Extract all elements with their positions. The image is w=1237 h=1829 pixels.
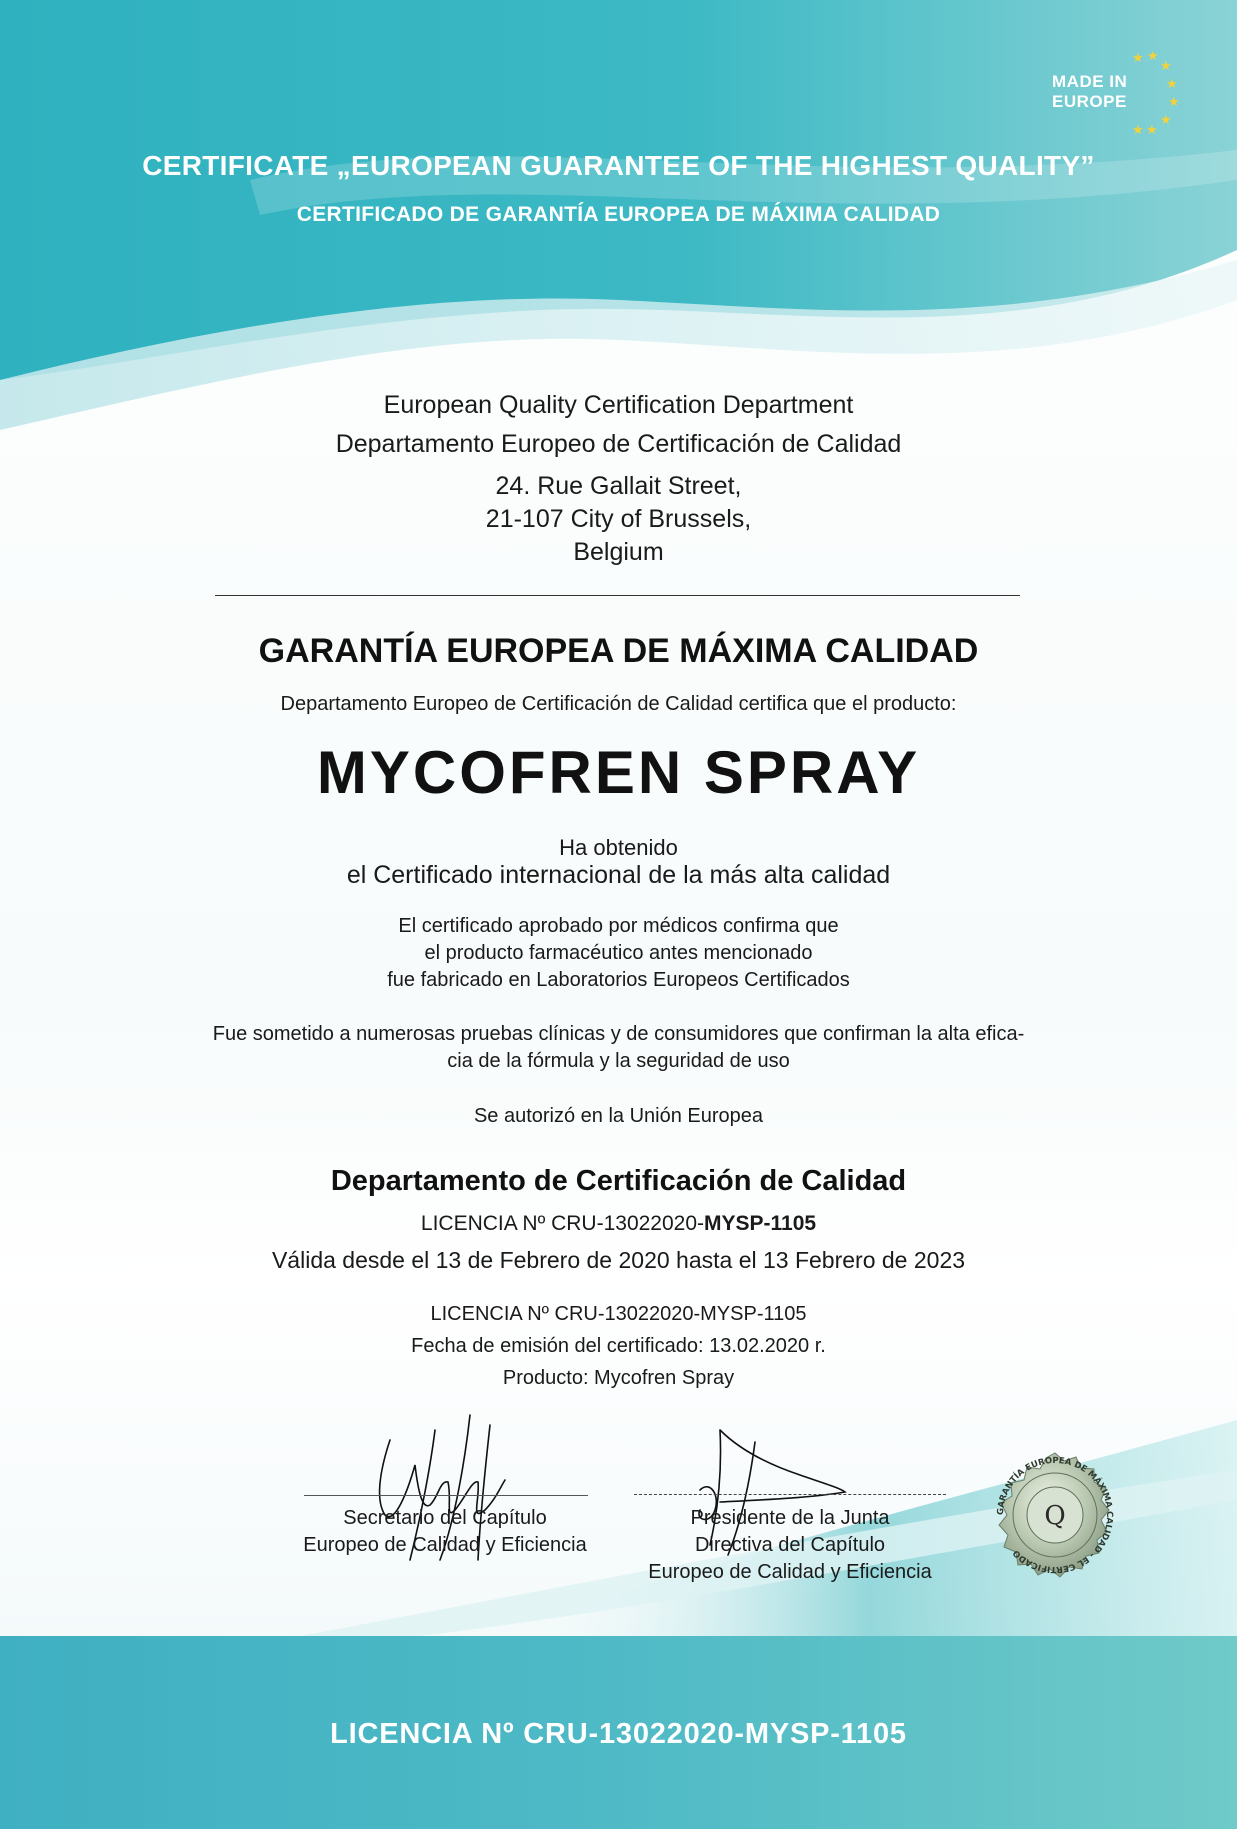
footer-license: LICENCIA Nº CRU-13022020-MYSP-1105 (330, 1718, 907, 1750)
license-number-secondary: LICENCIA Nº CRU-13022020-MYSP-1105 (430, 1303, 807, 1325)
svg-text:★: ★ (1132, 51, 1144, 66)
address-line: Belgium (573, 538, 664, 566)
authorization-statement: Se autorizó en la Unión Europea (473, 1105, 764, 1127)
section-divider (215, 595, 1020, 596)
issuer-department (0, 386, 1237, 464)
svg-text:GARANTÍA EUROPEA DE MÁXIMA CAL: GARANTÍA EUROPEA DE MÁXIMA CALIDAD - EL CERTIFICADO (995, 1455, 1115, 1575)
obtained-line-2: el Certificado internacional de la más alta calidad (346, 861, 891, 889)
svg-text:★: ★ (1168, 95, 1180, 110)
license-number: LICENCIA Nº CRU-13022020-MYSP-1105 (420, 1212, 817, 1235)
svg-text:★: ★ (1160, 113, 1172, 128)
issuer-department-es: Departamento Europeo de Certificación de Calidad (335, 430, 902, 458)
secretary-caption: Secretario del Capítulo Europeo de Calidad y Eficiencia (303, 1507, 587, 1556)
quality-seal (980, 1440, 1130, 1590)
svg-text:★: ★ (1147, 49, 1159, 64)
president-signature-line (634, 1494, 946, 1495)
issue-date: Fecha de emisión del certificado: 13.02.2020 r. (411, 1335, 826, 1357)
footer-band (0, 1636, 1237, 1829)
product-name: MYCOFREN SPRAY (316, 739, 921, 806)
eu-stars-icon (1052, 48, 1202, 138)
svg-text:★: ★ (1146, 123, 1158, 138)
svg-text:★: ★ (1132, 123, 1144, 138)
issuer-address (0, 470, 1237, 569)
tests-statement: Fue sometido a numerosas pruebas clínicas y de consumidores que confirman la alta efica- cia de la fórmula y la seguridad de uso (212, 1023, 1025, 1072)
certificate-title-spanish: CERTIFICADO DE GARANTÍA EUROPEA DE MÁXIMA CALIDAD (296, 203, 941, 226)
secretary-signature-line (304, 1495, 588, 1496)
issuer-department-en: European Quality Certification Department (383, 391, 854, 419)
product-line: Producto: Mycofren Spray (502, 1367, 735, 1389)
obtained-line-1: Ha obtenido (559, 835, 678, 860)
svg-text:★: ★ (1166, 77, 1178, 92)
made-in-europe-text: MADE IN EUROPE (1052, 72, 1128, 111)
address-line: 21-107 City of Brussels, (485, 505, 752, 533)
approval-statement: El certificado aprobado por médicos confirma que el producto farmacéutico antes mencionado fue fabricado en Laboratorios Europeos Certificados (387, 915, 850, 991)
svg-text:★: ★ (1160, 59, 1172, 74)
certifies-statement: Departamento Europeo de Certificación de Calidad certifica que el producto: (280, 693, 957, 715)
quality-department-heading: Departamento de Certificación de Calidad (330, 1165, 907, 1197)
validity-period: Válida desde el 13 de Febrero de 2020 hasta el 13 Febrero de 2023 (271, 1247, 966, 1273)
guarantee-heading: GARANTÍA EUROPEA DE MÁXIMA CALIDAD (258, 632, 979, 670)
svg-text:Q: Q (1044, 1501, 1066, 1531)
certificate-title-english: CERTIFICATE „EUROPEAN GUARANTEE OF THE HIGHEST QUALITY” (142, 150, 1095, 181)
made-in-europe-badge (1052, 48, 1202, 138)
president-caption: Presidente de la Junta Directiva del Capítulo Europeo de Calidad y Eficiencia (648, 1507, 932, 1583)
address-line: 24. Rue Gallait Street, (495, 472, 742, 500)
